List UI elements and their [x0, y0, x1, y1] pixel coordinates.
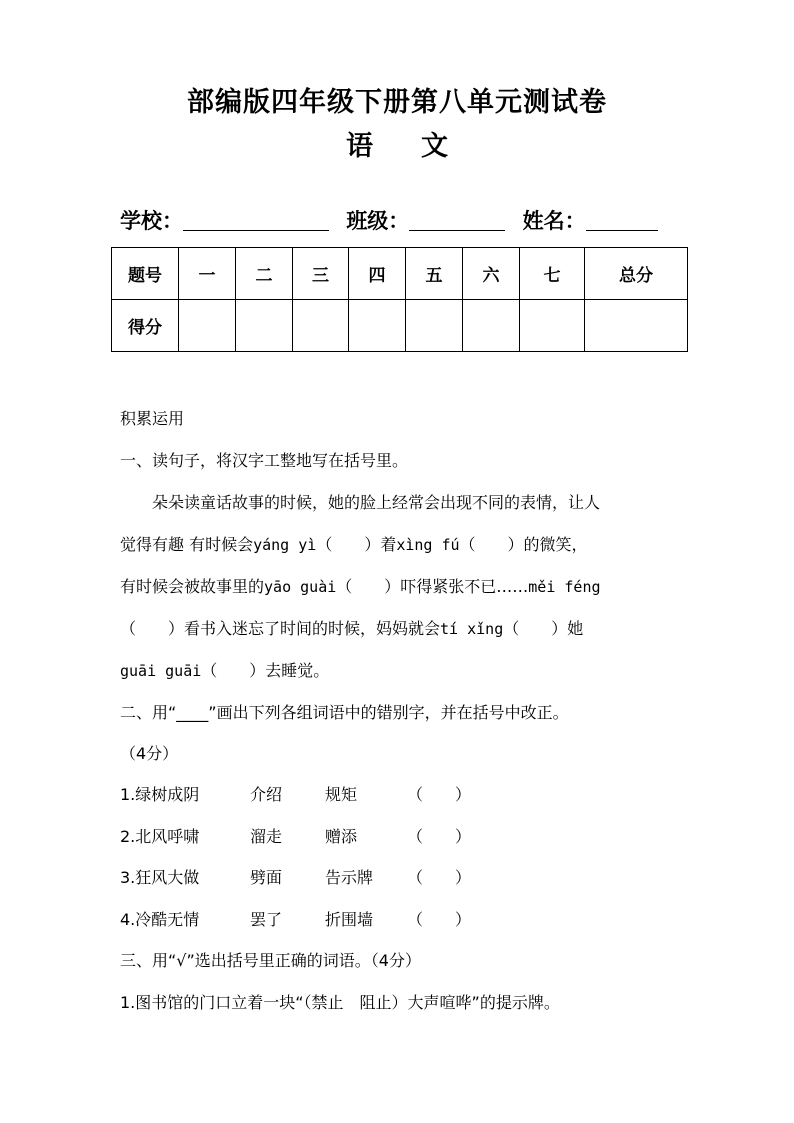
table-cell-column: 七: [520, 248, 585, 300]
q2-item: [120, 824, 471, 847]
word: 规矩: [325, 785, 358, 804]
q1-passage-line: [120, 658, 329, 681]
section-heading: 积累运用: [120, 409, 185, 428]
q2-item: [120, 865, 471, 888]
name-blank[interactable]: [586, 208, 658, 231]
word: 2.北风呼啸: [120, 827, 200, 846]
score-cell[interactable]: [406, 300, 463, 352]
table-cell-column: 总分: [585, 248, 688, 300]
subject-char: 语: [346, 131, 373, 162]
q2-item: [120, 782, 471, 805]
answer-bracket[interactable]: （ ）: [407, 827, 472, 846]
score-cell[interactable]: [520, 300, 585, 352]
table-cell-column: 五: [406, 248, 463, 300]
school-label: 学校：: [120, 209, 183, 233]
table-cell-score-label: 得分: [112, 300, 179, 352]
pinyin: yāo guài: [264, 578, 337, 596]
answer-bracket[interactable]: （ ）的微笑，: [459, 535, 588, 554]
name-field: [523, 205, 658, 235]
table-cell-column: 二: [236, 248, 293, 300]
word: 1.绿树成阴: [120, 785, 200, 804]
pinyin: xìng fú: [396, 536, 460, 554]
answer-bracket[interactable]: （ ）: [407, 868, 472, 887]
q2-item: [120, 907, 471, 930]
q2-title: 二、用“____”画出下列各组词语中的错别字，并在括号中改正。: [120, 703, 569, 722]
answer-bracket[interactable]: （ ）她: [503, 619, 584, 638]
q2-points: （4分）: [120, 744, 179, 763]
pinyin: yáng yì: [253, 536, 317, 554]
table-cell-column: 六: [463, 248, 520, 300]
answer-bracket[interactable]: （ ）着: [316, 535, 397, 554]
score-cell[interactable]: [463, 300, 520, 352]
word: 劈面: [250, 868, 283, 887]
word: 折围墙: [325, 910, 374, 929]
answer-bracket[interactable]: （ ）: [407, 785, 472, 804]
score-cell[interactable]: [236, 300, 293, 352]
q1-title: 一、读句子，将汉字工整地写在括号里。: [120, 451, 409, 470]
q1-passage-line: 朵朵读童话故事的时候，她的脸上经常会出现不同的表情，让人: [152, 493, 601, 512]
name-label: 姓名：: [522, 209, 586, 233]
score-cell[interactable]: [293, 300, 349, 352]
table-cell-row-header: 题号: [112, 248, 179, 300]
score-cell[interactable]: [179, 300, 236, 352]
word: 罢了: [250, 910, 283, 929]
q3-title: 三、用“√”选出括号里正确的词语。（4分）: [120, 951, 421, 970]
q1-passage-line: [120, 532, 588, 555]
score-cell[interactable]: [349, 300, 406, 352]
score-table: [111, 247, 688, 352]
word: 介绍: [250, 785, 283, 804]
word: 赠添: [325, 827, 358, 846]
pinyin: měi féng: [528, 578, 601, 596]
score-cell[interactable]: [585, 300, 688, 352]
subject-title: [0, 124, 794, 163]
passage-text: 有时候会被故事里的: [120, 577, 265, 596]
passage-text: 觉得有趣 有时候会: [120, 535, 254, 554]
subject-char: 文: [421, 131, 448, 162]
class-blank[interactable]: [409, 208, 505, 231]
word: 4.冷酷无情: [120, 910, 200, 929]
answer-bracket[interactable]: （ ）看书入迷忘了时间的时候，妈妈就会: [120, 619, 441, 638]
table-cell-column: 四: [349, 248, 406, 300]
page-title: 部编版四年级下册第八单元测试卷: [187, 87, 607, 118]
q1-passage-line: [120, 574, 601, 597]
school-field: [120, 205, 329, 235]
word: 告示牌: [325, 868, 374, 887]
table-cell-column: 一: [179, 248, 236, 300]
answer-bracket[interactable]: （ ）吓得紧张不已……: [336, 577, 529, 596]
pinyin: guāi guāi: [120, 662, 202, 680]
q3-item: 1.图书馆的门口立着一块“（禁止 阻止）大声喧哗”的提示牌。: [120, 993, 560, 1012]
word: 溜走: [250, 827, 283, 846]
answer-bracket[interactable]: （ ）去睡觉。: [201, 661, 330, 680]
table-cell-column: 三: [293, 248, 349, 300]
answer-bracket[interactable]: （ ）: [407, 910, 472, 929]
class-label: 班级：: [346, 209, 410, 233]
student-info-row: [120, 205, 668, 235]
q1-passage-line: [120, 616, 583, 639]
word: 3.狂风大做: [120, 868, 200, 887]
class-field: [346, 205, 505, 235]
school-blank[interactable]: [183, 208, 329, 231]
pinyin: tí xǐng: [440, 620, 504, 638]
score-table-header-row: [112, 248, 688, 300]
score-table-score-row: [112, 300, 688, 352]
